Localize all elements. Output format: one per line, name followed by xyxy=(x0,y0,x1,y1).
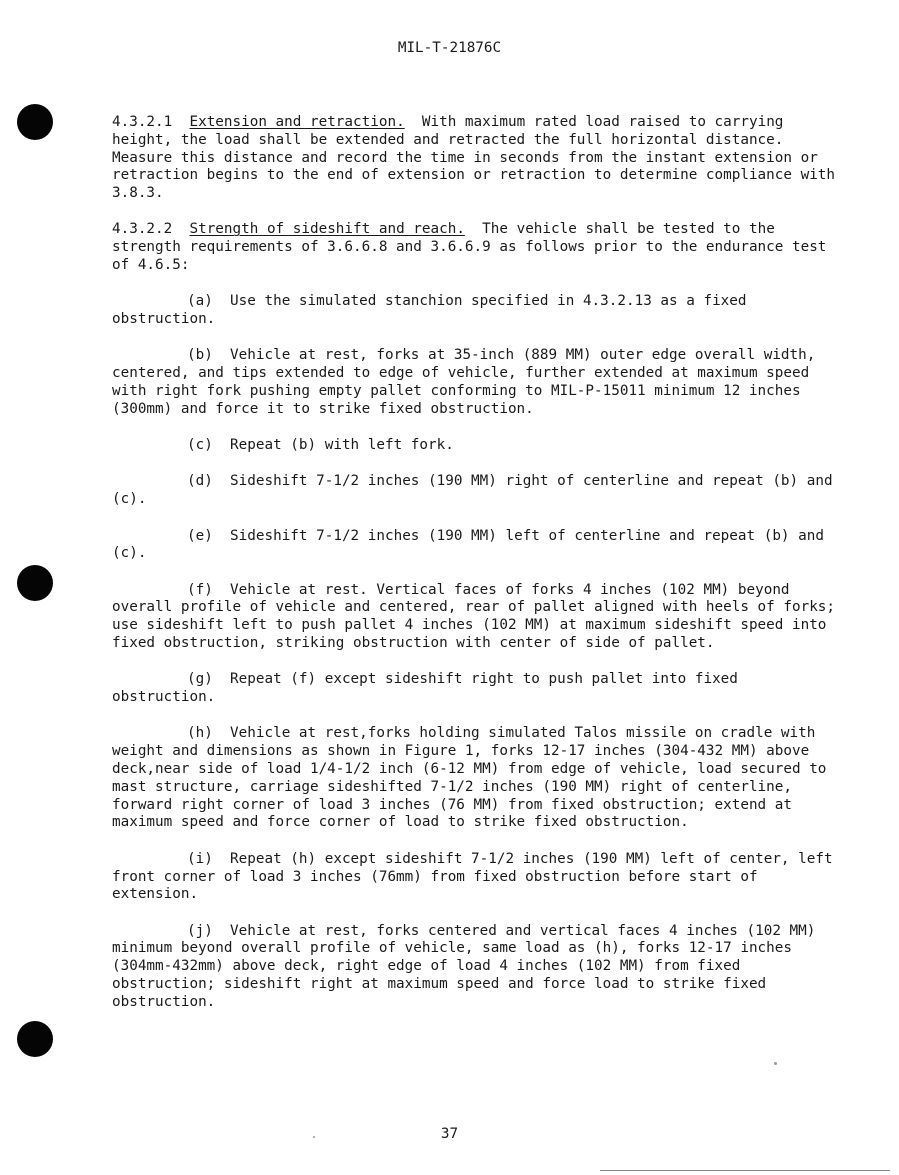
item-label: (j) xyxy=(187,922,213,939)
document-body xyxy=(112,114,842,1030)
punch-hole xyxy=(17,565,53,601)
item-label: (e) xyxy=(187,527,213,544)
list-item-g xyxy=(112,671,842,707)
section-heading: Strength of sideshift and reach. xyxy=(189,221,465,238)
item-text: Vehicle at rest. Vertical faces of forks 4 inches (102 MM) beyond overall profile of vehicle and centered, rear of pallet aligned with heels of forks; use sideshift left to push pallet 4 inches (102 MM) at maximum sideshift speed into fixed obstruction, striking obstruction with center of side of pallet. xyxy=(112,581,836,652)
item-text: Repeat (b) with left fork. xyxy=(230,437,454,454)
section-body: With maximum rated load raised to carrying height, the load shall be extended and retracted the full horizontal distance. Measure this distance and record the time in seconds from the instant extension or retraction begins to the end of extension or retraction to determine compliance with 3.8.3. xyxy=(112,114,836,202)
scan-speck xyxy=(774,1062,777,1065)
list-item-f xyxy=(112,582,842,653)
page-header: MIL-T-21876C xyxy=(397,40,502,56)
list-item-j xyxy=(112,923,842,1012)
list-item-c xyxy=(112,437,842,455)
item-label: (c) xyxy=(187,437,213,454)
section-4-3-2-2 xyxy=(112,221,842,274)
item-label: (b) xyxy=(187,347,213,364)
section-4-3-2-1 xyxy=(112,114,842,203)
item-text: Vehicle at rest, forks centered and vertical faces 4 inches (102 MM) minimum beyond overall profile of vehicle, same load as (h), forks 12-17 inches (304mm-432mm) above deck, right edge of load 4 inches (102 MM) from fixed obstruction; sideshift right at maximum speed and force load to strike fixed obstruction. xyxy=(112,922,816,1010)
list-item-i xyxy=(112,851,842,904)
item-text: Vehicle at rest, forks at 35-inch (889 MM) outer edge overall width, centered, and tips extended to edge of vehicle, further extended at maximum speed with right fork pushing empty pallet conforming to MIL-P-15011 minimum 12 inches (300mm) and force it to strike fixed obstruction. xyxy=(112,347,816,417)
section-body: The vehicle shall be tested to the strength requirements of 3.6.6.8 and 3.6.6.9 as follows prior to the endurance test of 4.6.5: xyxy=(112,221,827,274)
page-number: 37 xyxy=(440,1126,459,1142)
section-number: 4.3.2.1 xyxy=(112,114,173,130)
list-item-a xyxy=(112,293,842,329)
item-label: (i) xyxy=(187,850,213,867)
item-text: Repeat (f) except sideshift right to push pallet into fixed obstruction. xyxy=(112,671,738,706)
punch-hole xyxy=(17,104,53,140)
item-label: (a) xyxy=(187,293,213,310)
section-number: 4.3.2.2 xyxy=(112,221,173,238)
item-label: (d) xyxy=(187,473,213,490)
item-text: Repeat (h) except sideshift 7-1/2 inches (190 MM) left of center, left front corner of load 3 inches (76mm) from fixed obstruction before start of extension. xyxy=(112,850,833,903)
item-text: Sideshift 7-1/2 inches (190 MM) right of centerline and repeat (b) and (c). xyxy=(112,473,833,508)
item-text: Sideshift 7-1/2 inches (190 MM) left of centerline and repeat (b) and (c). xyxy=(112,527,824,562)
list-item-h xyxy=(112,725,842,832)
item-label: (f) xyxy=(187,581,213,598)
scan-edge-rule xyxy=(600,1170,890,1171)
item-text: Vehicle at rest,forks holding simulated Talos missile on cradle with weight and dimensions as shown in Figure 1, forks 12-17 inches (304-432 MM) above deck,near side of load 1/4-1/2 inch (6-12 MM) from edge of vehicle, load secured to mast structure, carriage sideshifted 7-1/2 inches (190 MM) right of centerline, forward right corner of load 3 inches (76 MM) from fixed obstruction; extend at maximum speed and force corner of load to strike fixed obstruction. xyxy=(112,725,827,831)
list-item-b xyxy=(112,347,842,418)
item-label: (h) xyxy=(187,725,213,742)
item-label: (g) xyxy=(187,671,213,688)
item-text: Use the simulated stanchion specified in 4.3.2.13 as a fixed obstruction. xyxy=(112,293,747,328)
scan-speck xyxy=(313,1136,315,1138)
punch-hole xyxy=(17,1021,53,1057)
list-item-d xyxy=(112,473,842,509)
section-heading: Extension and retraction. xyxy=(189,114,405,130)
list-item-e xyxy=(112,528,842,564)
